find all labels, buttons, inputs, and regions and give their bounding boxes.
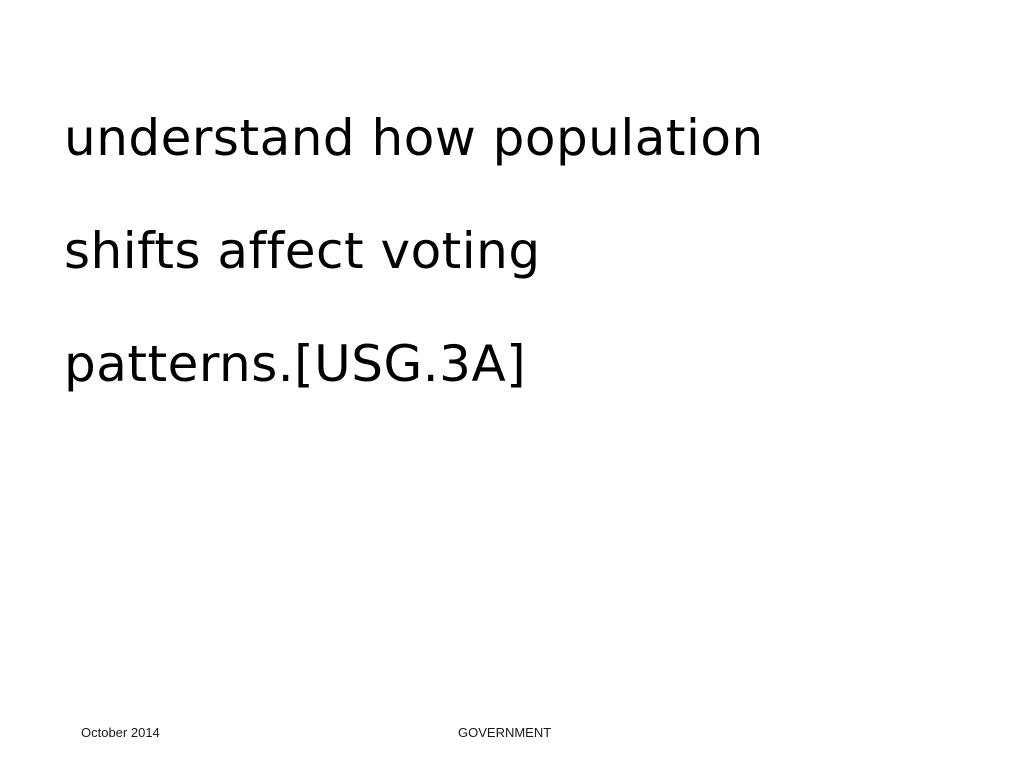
footer-date: October 2014 xyxy=(81,725,160,740)
body-line-1: understand how population xyxy=(64,109,764,167)
footer-subject: GOVERNMENT xyxy=(458,725,552,740)
body-line-3: patterns.[USG.3A] xyxy=(64,335,527,393)
body-line-2: shifts affect voting xyxy=(64,222,541,280)
slide-body-text xyxy=(64,82,964,421)
